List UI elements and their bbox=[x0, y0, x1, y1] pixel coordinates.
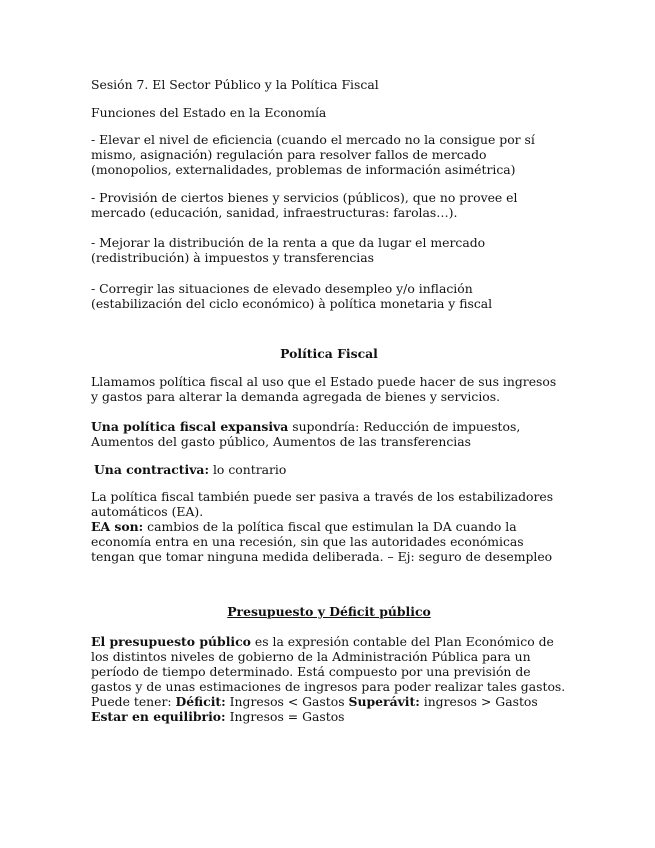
deficit-label: Déficit: bbox=[175, 694, 226, 709]
contractive-label: Una contractiva: bbox=[94, 462, 210, 477]
function-item: - Mejorar la distribución de la renta a que da lugar el mercado (redistribución) à impuestos y transferencias bbox=[91, 235, 486, 265]
expansive-policy-paragraph: Una política fiscal expansiva supondría: Reducción de impuestos, Aumentos del gasto público, Aumentos de las transferencias bbox=[91, 419, 521, 449]
expansive-label: Una política fiscal expansiva bbox=[91, 419, 289, 434]
function-item: - Elevar el nivel de eficiencia (cuando el mercado no la consigue por sí mismo, asignación) regulación para resolver fallos de mercado (monopolios, externalidades, problemas de información asimétrica) bbox=[91, 132, 535, 177]
passive-policy-paragraph: La política fiscal también puede ser pasiva a través de los estabilizadores automáticos (EA). EA son: cambios de la política fiscal que estimulan la DA cuando la economía entra en una recesión, sin que las autoridades económicas tengan que tomar ninguna medida deliberada. – Ej: seguro de desempleo bbox=[91, 489, 554, 564]
fiscal-policy-definition: Llamamos política fiscal al uso que el Estado puede hacer de sus ingresos y gastos para alterar la demanda agregada de bienes y servicios. bbox=[91, 374, 557, 404]
balance-label: Estar en equilibrio: bbox=[91, 709, 226, 724]
contractive-policy-paragraph: Una contractiva: lo contrario bbox=[94, 462, 287, 477]
section-subheading: Funciones del Estado en la Economía bbox=[91, 105, 327, 120]
surplus-label: Superávit: bbox=[348, 694, 420, 709]
function-item: - Provisión de ciertos bienes y servicios (públicos), que no provee el mercado (educación, sanidad, infraestructuras: farolas…). bbox=[91, 190, 518, 220]
fiscal-policy-title: Política Fiscal bbox=[280, 346, 378, 361]
budget-title: Presupuesto y Déficit público bbox=[227, 604, 431, 619]
function-item: - Corregir las situaciones de elevado desempleo y/o inflación (estabilización del ciclo económico) à política monetaria y fiscal bbox=[91, 281, 493, 311]
budget-label: presupuesto público bbox=[109, 634, 251, 649]
budget-paragraph: El presupuesto público es la expresión contable del Plan Económico de los distintos niveles de gobierno de la Administración Pública para un período de tiempo determinado. Está compuesto por una previsión de gastos y de unas estimaciones de ingresos para poder realizar tales gastos. Puede tener: Déficit: Ingresos < Gastos Superávit: ingresos > Gastos Estar en equilibrio: Ingresos = Gastos bbox=[91, 634, 566, 724]
document-heading: Sesión 7. El Sector Público y la Política Fiscal bbox=[91, 77, 379, 92]
ea-label: EA son: bbox=[91, 519, 144, 534]
